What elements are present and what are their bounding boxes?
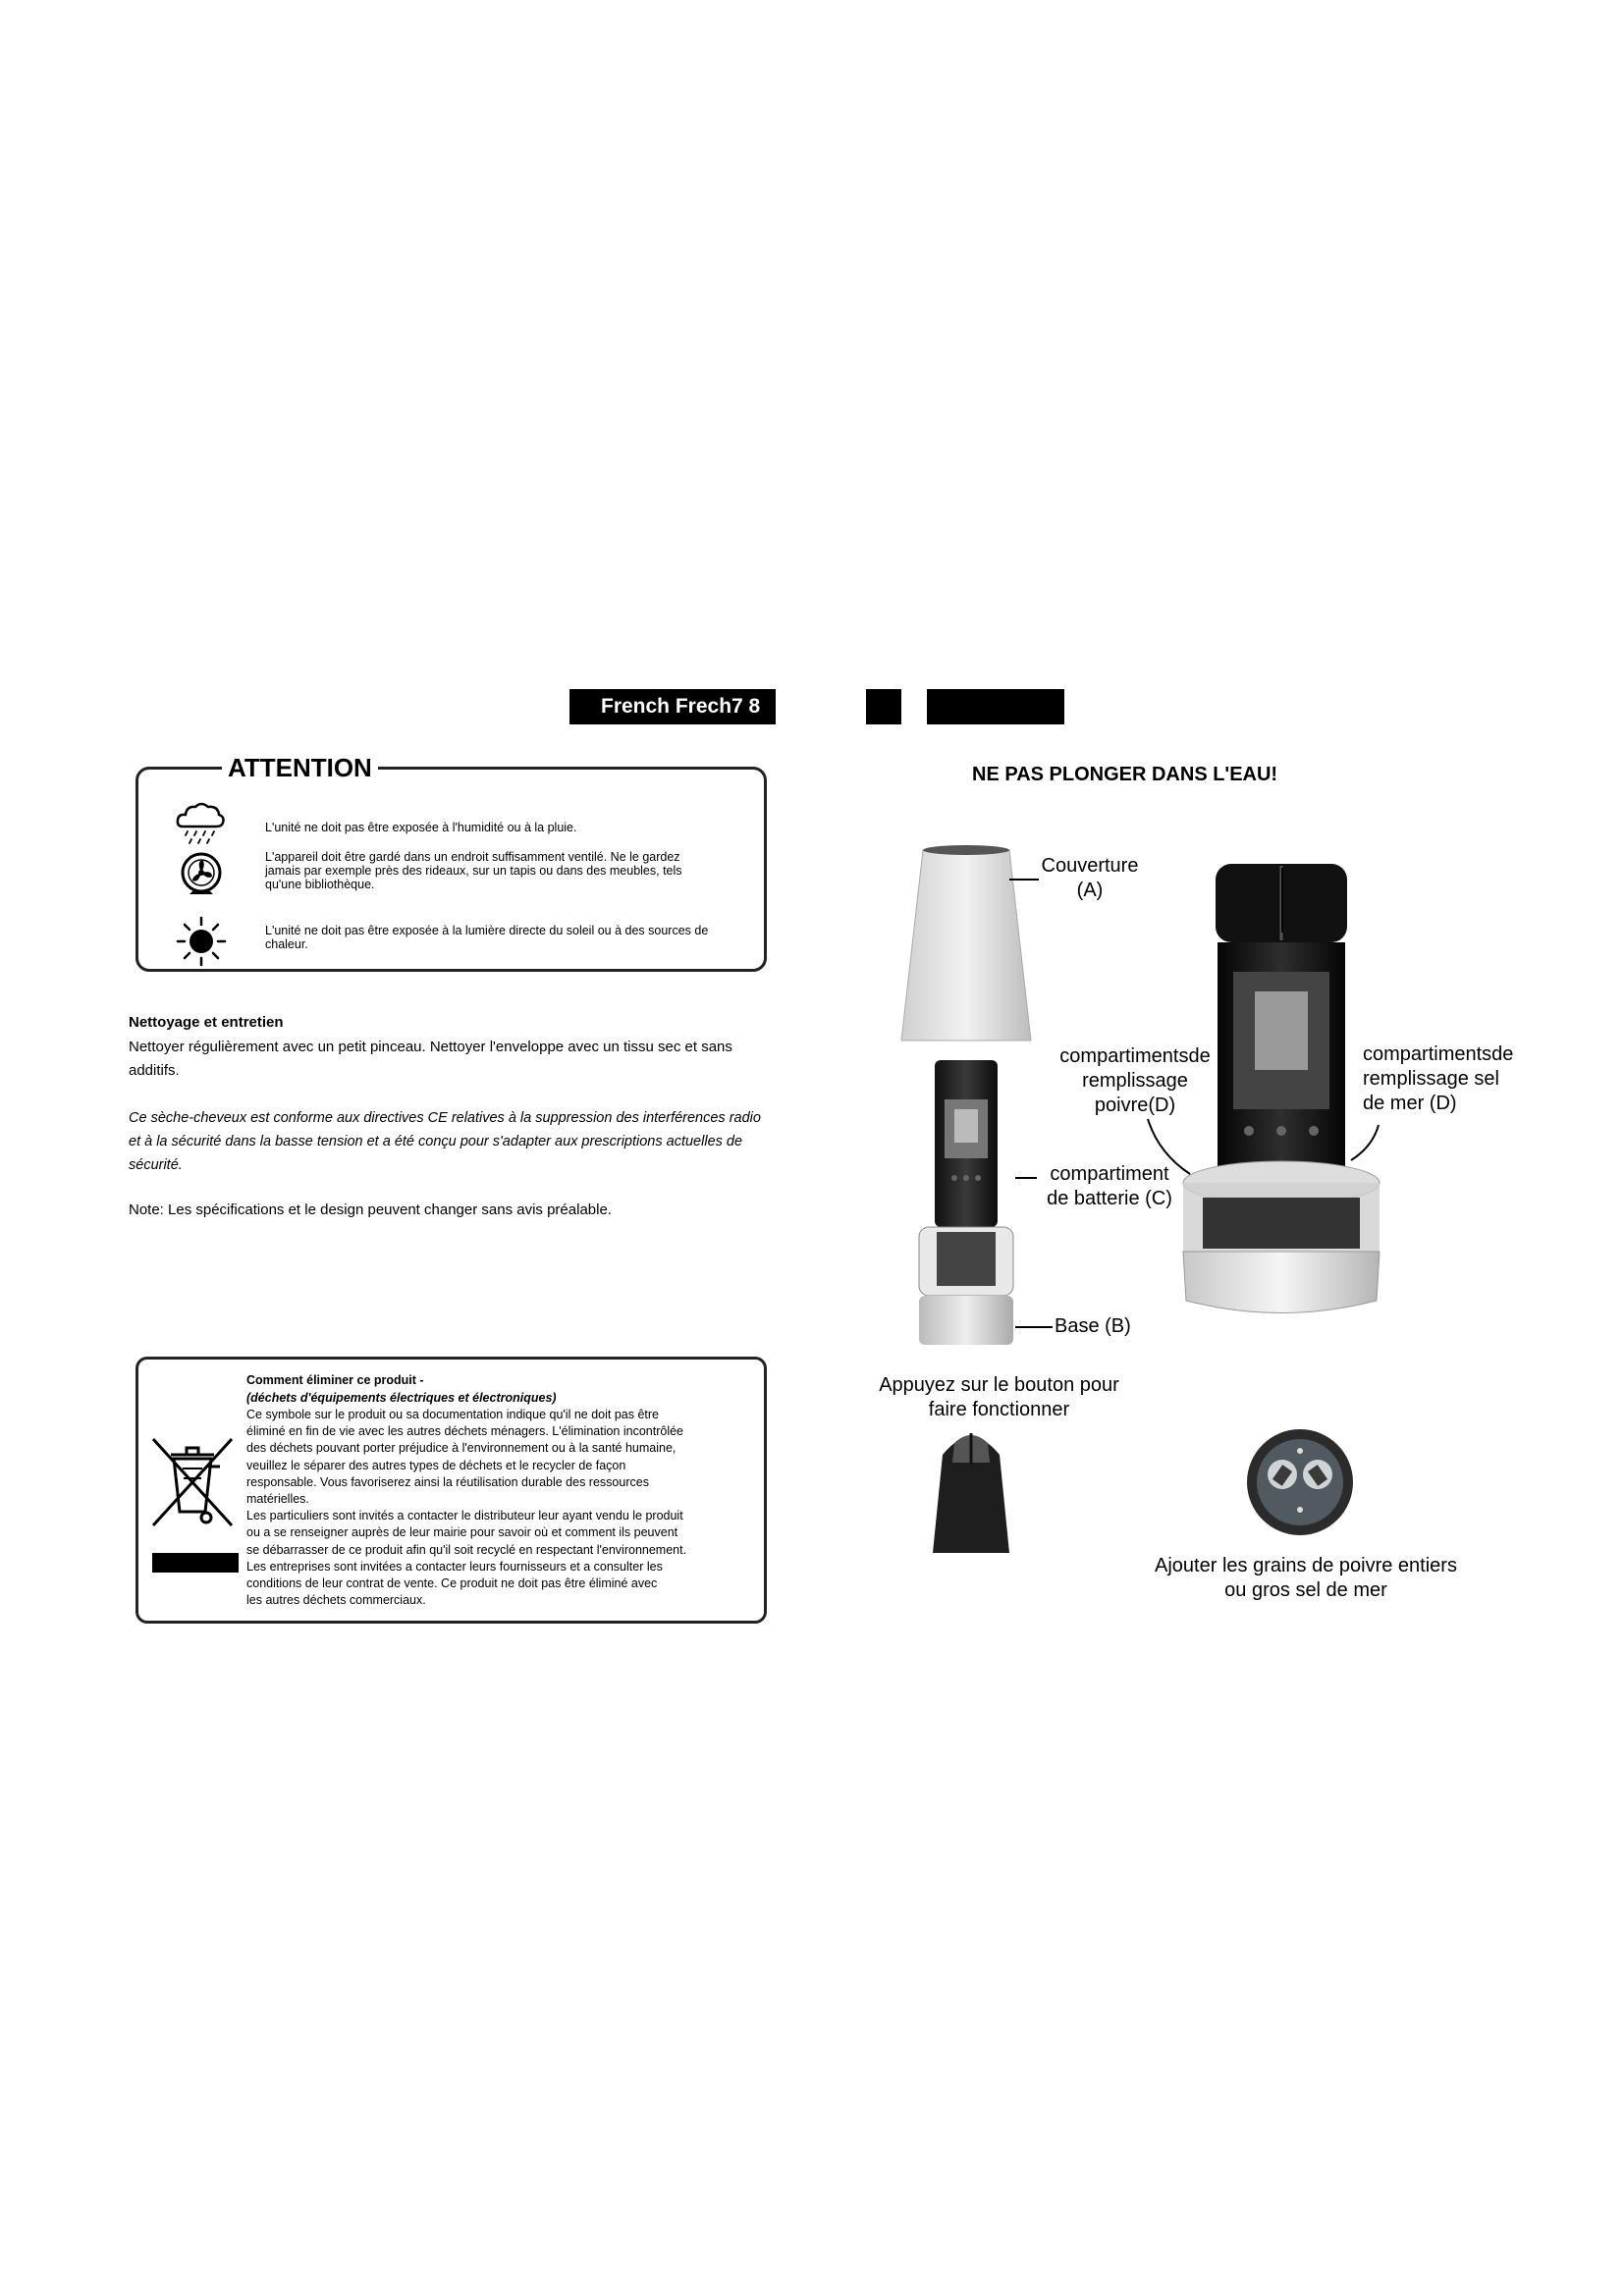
label-add-line2: ou gros sel de mer: [1224, 1579, 1387, 1601]
label-cover-line1: Couverture: [1041, 855, 1139, 877]
disposal-subtitle: (déchets d'équipements électriques et électroniques): [246, 1391, 557, 1405]
label-salt-line1: compartimentsde: [1363, 1043, 1514, 1065]
label-cover: [1021, 854, 1159, 903]
label-battery-compartment: [1031, 1162, 1188, 1211]
attention-title: ATTENTION: [222, 750, 378, 785]
cleaning-text: Nettoyer régulièrement avec un petit pinceau. Nettoyer l'enveloppe avec un tissu sec et sans additifs.: [129, 1039, 732, 1079]
disposal-line: conditions de leur contrat de vente. Ce produit ne doit pas être éliminé avec: [246, 1576, 658, 1591]
label-battery-line2: de batterie (C): [1047, 1188, 1172, 1209]
disposal-title: Comment éliminer ce produit -: [246, 1373, 424, 1387]
label-pepper-line2: remplissage: [1082, 1070, 1188, 1092]
header-label: French Fre: [601, 695, 708, 718]
label-pepper-line1: compartimentsde: [1059, 1045, 1211, 1067]
label-press-line2: faire fonctionner: [928, 1399, 1070, 1420]
label-salt-line2: remplissage sel: [1363, 1068, 1499, 1090]
attention-item-sunlight: L'unité ne doit pas être exposée à la lumière directe du soleil ou à des sources de chaleur.: [265, 924, 709, 951]
disposal-line: Les particuliers sont invités a contacter le distributeur leur ayant vendu le produit: [246, 1509, 683, 1523]
disposal-line: les autres déchets commerciaux.: [246, 1593, 426, 1608]
label-add-line1: Ajouter les grains de poivre entiers: [1155, 1555, 1457, 1576]
label-press-line1: Appuyez sur le bouton pour: [879, 1374, 1119, 1396]
label-add-grains: [1139, 1554, 1473, 1603]
label-base: Base (B): [1055, 1315, 1131, 1337]
disposal-line: des déchets pouvant porter préjudice à l'environnement ou à la santé humaine,: [246, 1441, 677, 1456]
attention-item-humidity: L'unité ne doit pas être exposée à l'humidité ou à la pluie.: [265, 821, 577, 834]
disposal-line: veuillez le séparer des autres types de déchets et le recycler de façon: [246, 1458, 626, 1472]
label-pepper-compartment: [1047, 1044, 1223, 1118]
disposal-line: éliminé en fin de vie avec les autres déchets ménagers. L'élimination incontrôlée: [246, 1424, 683, 1439]
disposal-line: se débarrasser de ce produit afin qu'il soit recyclé en respectant l'environnement.: [246, 1542, 687, 1557]
header-label-tail: ch7 8: [707, 695, 761, 718]
no-water-warning: NE PAS PLONGER DANS L'EAU!: [972, 764, 1278, 785]
label-pepper-line3: poivre(D): [1094, 1095, 1176, 1116]
label-press-button: [864, 1373, 1134, 1422]
disposal-line: Les entreprises sont invitées a contacter leurs fournisseurs et a consulter les: [246, 1559, 663, 1574]
disposal-line: ou a se renseigner auprès de leur mairie pour savoir où et comment ils peuvent: [246, 1525, 678, 1540]
disposal-line: Ce symbole sur le produit ou sa documentation indique qu'il ne doit pas être: [246, 1408, 660, 1421]
disposal-line: matérielles.: [246, 1492, 309, 1507]
conformity-statement: Ce sèche-cheveux est conforme aux directives CE relatives à la suppression des interférences radio et à la sécurité dans la basse tension et a été conçu pour s'adapter aux prescriptions actuelles de sécurité.: [129, 1110, 761, 1173]
label-salt-line3: de mer (D): [1363, 1093, 1457, 1114]
label-battery-line1: compartiment: [1050, 1163, 1169, 1185]
cleaning-title: Nettoyage et entretien: [129, 1014, 284, 1031]
specification-note: Note: Les spécifications et le design peuvent changer sans avis préalable.: [129, 1201, 612, 1218]
label-cover-line2: (A): [1076, 880, 1104, 901]
label-salt-compartment: [1363, 1042, 1540, 1116]
disposal-line: responsable. Vous favoriserez ainsi la réutilisation durable des ressources: [246, 1474, 649, 1489]
attention-item-ventilation: L'appareil doit être gardé dans un endroit suffisamment ventilé. Ne le gardez jamais par exemple près des rideaux, sur un tapis ou dans des meubles, tels qu'une bibliothèque.: [265, 850, 682, 891]
